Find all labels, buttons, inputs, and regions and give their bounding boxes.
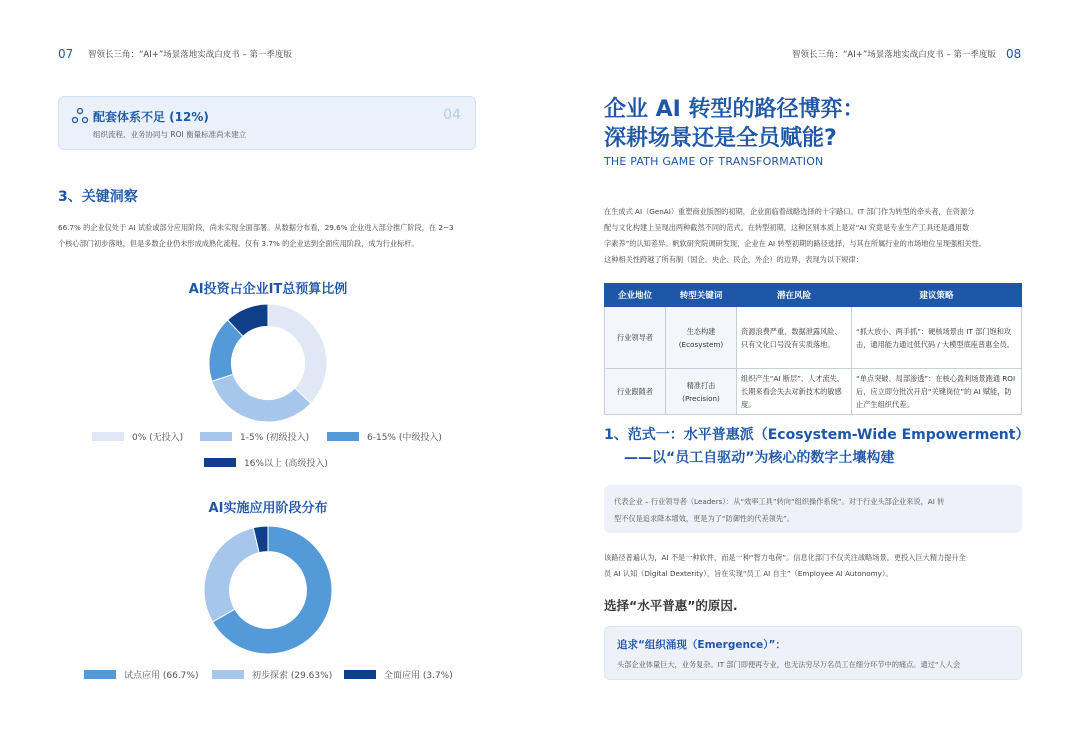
legend-label: 0% (无投入) [132,433,184,443]
chart1-title: AI投资占企业IT总预算比例 [188,282,348,297]
chart1-legend-item [327,430,442,443]
table-header-cell: 转型关键词 [666,284,737,307]
table-row [605,307,1022,369]
table-cell-risk: 组织产生“AI 断层”、人才流失、长期来看会失去对新技术的敏感度。 [737,369,852,415]
legend-label: 全面应用 (3.7%) [384,671,453,681]
legend-label: 6-15% (中级投入) [367,433,442,443]
body-line1: 该路径普遍认为，AI 不是一种软件，而是一种“智力电荷”。信息化部门不仅关注战略场景，更投入巨大精力提升全 [604,553,966,562]
chart1-legend-item [200,430,309,443]
legend-label: 16%以上 (高级投入) [244,459,328,469]
challenge-card-04 [58,96,476,150]
legend-swatch [344,670,376,679]
chapter-title-english: THE PATH GAME OF TRANSFORMATION [604,155,824,168]
table-header-row [605,284,1022,307]
reason-heading: 选择“水平普惠”的原因. [604,598,738,613]
table-header-cell: 潜在风险 [737,284,852,307]
section-title: 3、关键洞察 [58,189,138,205]
table-cell-keyword: 精准打击 (Precision) [666,369,737,415]
intro-line1: 在生成式 AI（GenAI）重塑商业版图的初期，企业面临着战略选择的十字路口。IT 部门作为转型的牵头者，在资源分 [604,207,975,216]
network-nodes-icon [71,107,89,125]
table-cell-risk: 资源浪费严重、数据泄露风险、只有文化口号没有实质落地。 [737,307,852,369]
left-page-number: 07 [58,47,74,61]
legend-swatch [84,670,116,679]
right-running-header: 智领长三角：“AI+”场景落地实战白皮书 – 第一季度版 [792,50,996,60]
card-subtitle: 组织流程、业务协同与 ROI 衡量标准尚未建立 [93,130,247,139]
emergence-box [604,626,1022,680]
insight-paragraph-line2: 个核心部门初步落地，但是多数企业仍未形成成熟化流程。仅有 3.7% 的企业达到全面应用阶段，成为行业标杆。 [58,239,419,248]
chart2-legend-item [84,668,198,681]
legend-label: 试点应用 (66.7%) [124,671,199,681]
donut-slice-0 [268,304,327,403]
strategy-table [604,283,1022,415]
intro-line3: 字素养”的认知差异。帆软研究院调研发现，企业在 AI 转型初期的路径选择，与其在所属行业的市场地位呈现强相关性。 [604,239,986,248]
card-number: 04 [443,107,461,123]
chart2-legend-item [344,668,453,681]
donut-slice-1 [204,528,259,622]
paradigm-heading-line1: 1、范式一：水平普惠派（Ecosystem-Wide Empowerment） [604,427,1030,443]
chapter-title-line1: 企业 AI 转型的路径博弈： [604,97,865,122]
table-header-cell: 建议策略 [852,284,1022,307]
table-header-cell: 企业地位 [605,284,666,307]
paradigm-heading-line2: ——以“员工自驱动”为核心的数字土壤构建 [624,450,895,466]
legend-swatch [200,432,232,441]
body-line2: 员 AI 认知（Digital Dexterity），旨在实现“员工 AI 自主”（Employee AI Autonomy）。 [604,569,893,578]
emergence-title: 追求“组织涌现（Emergence）”： [617,639,786,651]
donut-slice-1 [212,374,311,422]
table-cell-strategy: “单点突破、局部渗透”：在核心盈利场景跑通 ROI 后，应立即分批次开启“关键岗位”的 AI 赋能，防止产生组织代差。 [852,369,1022,415]
table-cell-position: 行业领导者 [605,307,666,369]
chapter-title-line2: 深耕场景还是全员赋能? [604,126,837,151]
quote-line2: 型不仅是追求降本增效，更是为了“防御性的代差领先”。 [614,514,794,523]
chart2-donut [203,525,333,655]
insight-paragraph-line1: 66.7% 的企业仅处于 AI 试验或部分应用阶段，尚未实现全面部署。从数据分布看，29.6% 企业进入部分推广阶段，在 2~3 [58,223,454,232]
chart1-legend-item [204,456,328,469]
emergence-body: 头部企业体量巨大，业务复杂。IT 部门即便再专业，也无法穷尽万名员工在细分环节中的痛点。通过“人人会 [617,660,961,669]
intro-line2: 配与文化构建上呈现出两种截然不同的范式。在转型初期，这种区别本质上是对“AI 究竟是专业生产工具还是通用数 [604,223,970,232]
table-row [605,369,1022,415]
legend-label: 1-5% (初级投入) [240,433,310,443]
leaders-quote-box [604,485,1022,533]
table-cell-position: 行业跟随者 [605,369,666,415]
chart2-legend-item [212,668,332,681]
table-cell-keyword: 生态构建 (Ecosystem) [666,307,737,369]
chart1-legend-item [92,430,183,443]
legend-swatch [204,458,236,467]
legend-swatch [327,432,359,441]
legend-label: 初步探索 (29.63%) [252,671,333,681]
chart2-title: AI实施应用阶段分布 [208,501,328,516]
right-page-number: 08 [1006,47,1022,61]
left-running-header: 智领长三角：“AI+”场景落地实战白皮书 – 第一季度版 [88,50,292,60]
chart1-donut [208,303,328,423]
intro-line4: 这种相关性跨越了所有制（国企、央企、民企、外企）的边界，表现为以下规律： [604,255,863,264]
quote-line1: 代表企业 – 行业领导者（Leaders）：从“效率工具”转向“组织操作系统”。对于行业头部企业来说，AI 转 [614,497,945,506]
table-cell-strategy: “抓大放小、两手抓”：硬核场景由 IT 部门饱和攻击，通用能力通过低代码 / 大模型底座普惠全员。 [852,307,1022,369]
card-title: 配套体系不足 (12%) [93,110,209,124]
legend-swatch [92,432,124,441]
legend-swatch [212,670,244,679]
